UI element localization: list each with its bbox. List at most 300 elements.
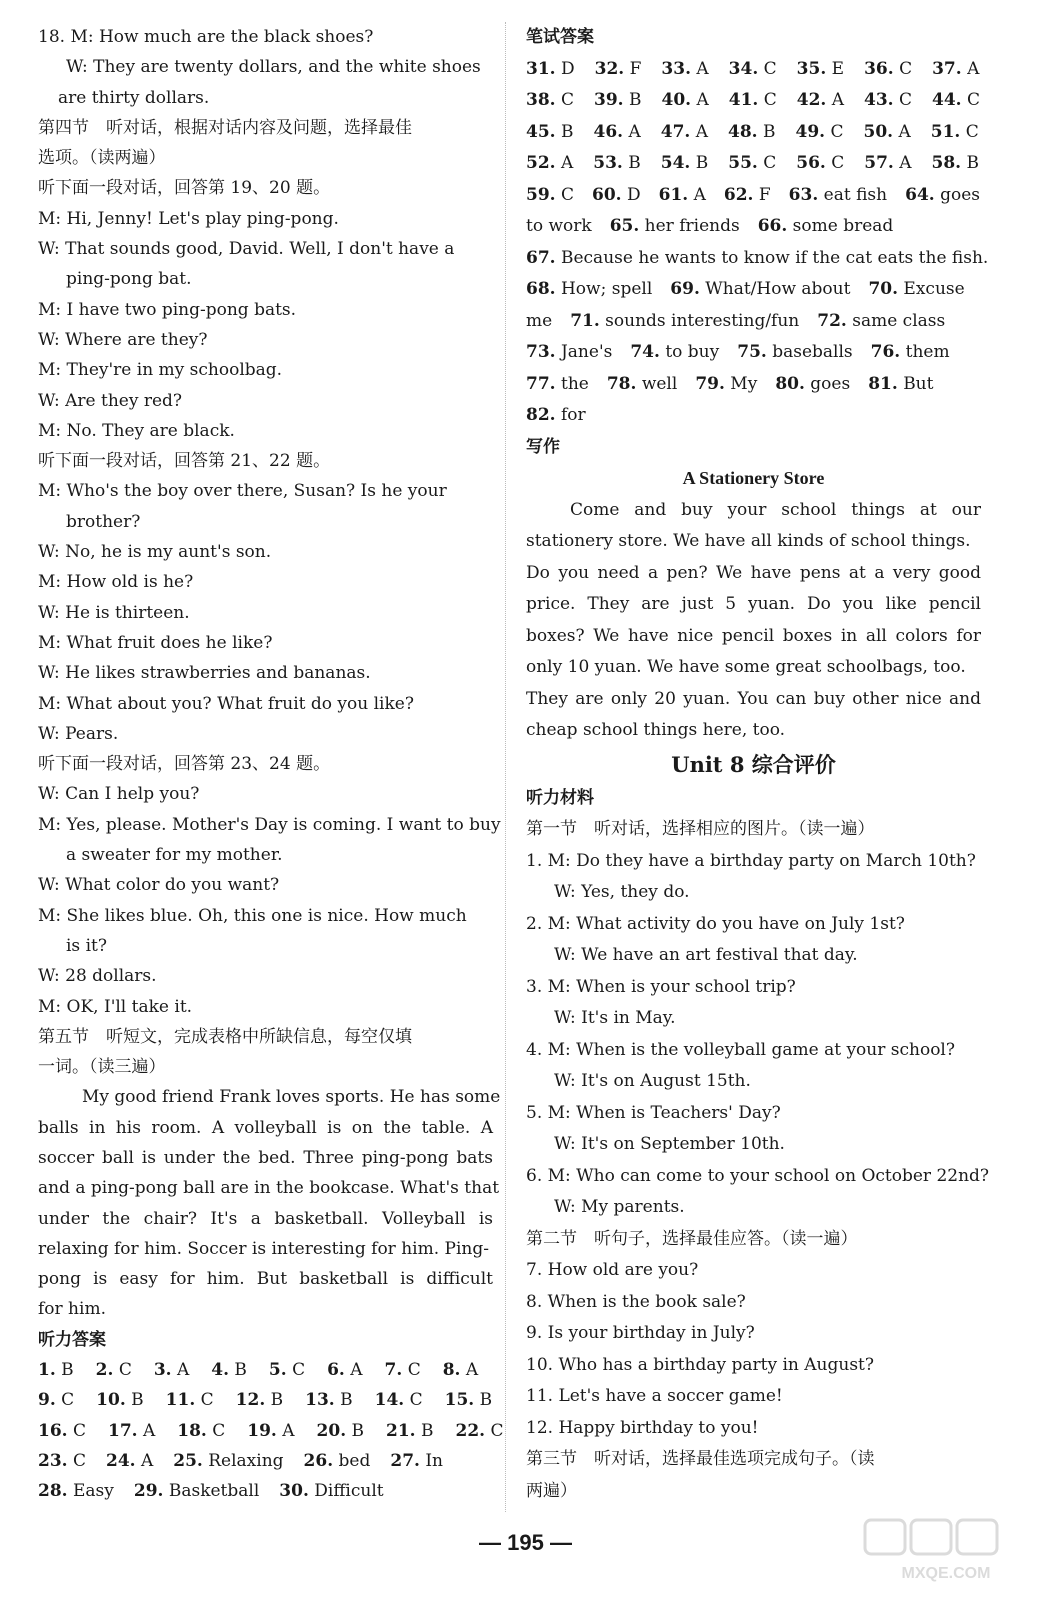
- answer-value: C: [490, 1420, 504, 1441]
- answer-number: 69.: [670, 279, 700, 299]
- answer-value: B: [421, 1420, 434, 1441]
- writing-title: 写作: [526, 436, 560, 457]
- answer-value: Because he wants to know if the cat eats the fish.: [560, 247, 989, 268]
- answer-item: [817, 306, 945, 338]
- answer-row: [38, 1476, 493, 1506]
- answer-value: E: [831, 58, 845, 79]
- text-line: M: What fruit does he like?: [38, 632, 273, 653]
- answer-value: C: [212, 1420, 226, 1441]
- answer-number: 30.: [279, 1481, 309, 1502]
- answer-number: 44.: [932, 90, 962, 110]
- answer-item: [864, 54, 912, 86]
- dialogue-line: 6. M: Who can come to your school on October 22nd?: [526, 1165, 990, 1186]
- answer-value: B: [131, 1390, 144, 1411]
- answer-value: A: [898, 121, 911, 142]
- essay-line: only 10 yuan. We have some great schoolbags, too.: [526, 657, 966, 677]
- section-heading: 第一节 听对话，选择相应的图片。（读一遍）: [526, 819, 875, 839]
- answer-number: 21.: [386, 1420, 416, 1441]
- answer-number: 28.: [38, 1481, 68, 1502]
- answer-row: [38, 1385, 493, 1415]
- answer-value: me: [526, 310, 553, 331]
- answer-item: [385, 1355, 421, 1385]
- answer-item: [728, 148, 776, 180]
- answer-value: B: [695, 153, 709, 173]
- answer-number: 34.: [728, 58, 759, 79]
- dialogue-line: 5. M: When is Teachers' Day?: [526, 1102, 781, 1123]
- answer-item: [594, 85, 641, 117]
- answer-item: [247, 1416, 294, 1446]
- answer-item: [526, 85, 574, 117]
- dialogue-line: W: Yes, they do.: [554, 882, 690, 902]
- answer-item: [775, 369, 850, 401]
- answer-item: [661, 117, 708, 149]
- answer-item: [96, 1355, 132, 1385]
- text-line: W: He likes strawberries and bananas.: [38, 663, 371, 684]
- answer-item: [864, 117, 911, 149]
- answer-value: sounds interesting/fun: [605, 310, 800, 331]
- answer-item: [526, 117, 573, 149]
- answer-number: 80.: [775, 373, 805, 394]
- answer-value: Basketball: [168, 1481, 260, 1502]
- answer-number: 51.: [930, 121, 961, 142]
- answer-value: B: [340, 1390, 353, 1411]
- answer-number: 27.: [390, 1450, 420, 1471]
- answer-item: [304, 1446, 371, 1476]
- answer-number: 26.: [303, 1450, 334, 1471]
- answer-value: A: [560, 153, 574, 173]
- answer-row: [38, 1355, 493, 1385]
- answer-value: D: [626, 184, 641, 205]
- text-line: and a ping-pong ball are in the bookcase. What's that: [38, 1178, 500, 1199]
- text-line: relaxing for him. Soccer is interesting for him. Ping-: [38, 1238, 489, 1259]
- dialogue-line: W: My parents.: [554, 1197, 685, 1217]
- answer-item: [526, 274, 652, 306]
- answer-value: C: [899, 90, 913, 110]
- dialogue-line: W: We have an art festival that day.: [554, 945, 858, 965]
- answer-item: [443, 1355, 478, 1385]
- answer-number: 6.: [327, 1360, 345, 1381]
- answer-row: [38, 1416, 504, 1446]
- unit-title: Unit 8 综合评价: [671, 751, 836, 777]
- answer-number: 14.: [374, 1390, 405, 1411]
- text-line: W: That sounds good, David. Well, I don't have a: [38, 239, 455, 260]
- text-line: 第五节 听短文，完成表格中所缺信息，每空仅填: [38, 1026, 412, 1047]
- answer-item: [177, 1416, 225, 1446]
- answer-number: 36.: [864, 58, 894, 79]
- answer-number: 5.: [268, 1360, 287, 1381]
- answer-number: 57.: [864, 153, 894, 173]
- answer-item: [607, 369, 677, 401]
- answer-value: My: [730, 373, 758, 394]
- answer-number: 68.: [526, 279, 556, 299]
- answer-value: Easy: [72, 1481, 114, 1502]
- page-number: — 195 —: [479, 1530, 572, 1555]
- answer-value: some bread: [792, 216, 894, 236]
- answer-value: B: [628, 153, 641, 173]
- answer-number: 61.: [658, 184, 689, 205]
- answer-number: 22.: [455, 1420, 486, 1441]
- answer-item: [38, 1446, 86, 1476]
- answer-row: [526, 337, 981, 369]
- answer-value: C: [118, 1360, 132, 1381]
- text-line: W: Can I help you?: [38, 784, 200, 805]
- answer-item: [269, 1355, 305, 1385]
- answer-item: [729, 54, 777, 86]
- text-line: W: 28 dollars.: [38, 966, 157, 987]
- answer-number: 17.: [108, 1420, 138, 1441]
- answer-row: [526, 369, 981, 401]
- answer-number: 23.: [38, 1450, 68, 1471]
- answer-item: [526, 180, 574, 212]
- answer-item: [526, 148, 573, 180]
- answer-value: A: [350, 1360, 363, 1381]
- text-line: is it?: [66, 935, 107, 956]
- answer-item: [526, 369, 589, 401]
- answer-value: B: [61, 1360, 74, 1381]
- dialogue-line: 2. M: What activity do you have on July 1st?: [526, 913, 905, 934]
- text-line: brother?: [66, 511, 141, 532]
- answer-value: her friends: [644, 216, 740, 236]
- answer-number: 66.: [757, 216, 788, 236]
- answer-value: C: [407, 1360, 421, 1381]
- answer-number: 63.: [788, 184, 819, 205]
- answer-item: [868, 274, 964, 306]
- dialogue-line: W: It's on August 15th.: [554, 1071, 751, 1091]
- answer-item: [279, 1476, 383, 1506]
- answer-item: [38, 1416, 86, 1446]
- answer-number: 74.: [630, 342, 660, 362]
- watermark-logo: [861, 1516, 1031, 1586]
- answer-value: C: [967, 90, 981, 110]
- answer-item: [670, 274, 850, 306]
- text-line: a sweater for my mother.: [66, 845, 283, 866]
- answer-number: 29.: [133, 1481, 164, 1502]
- answer-number: 75.: [737, 342, 767, 362]
- answer-item: [305, 1385, 352, 1415]
- answer-value: B: [966, 153, 979, 173]
- answer-number: 82.: [526, 405, 556, 425]
- answer-value: C: [763, 153, 777, 173]
- answer-value: C: [830, 121, 844, 142]
- answer-item: [932, 148, 979, 180]
- answer-item: [108, 1416, 155, 1446]
- text-line: M: They're in my schoolbag.: [38, 360, 283, 381]
- answer-item: [96, 1385, 143, 1415]
- text-line: W: What color do you want?: [38, 875, 280, 896]
- answer-number: 16.: [38, 1420, 68, 1441]
- essay-title: A Stationery Store: [682, 468, 825, 488]
- answer-number: 3.: [153, 1360, 172, 1381]
- answer-number: 64.: [905, 184, 935, 205]
- answer-row: [526, 243, 989, 275]
- answer-value: In: [425, 1450, 444, 1471]
- answer-value: the: [560, 373, 589, 394]
- text-line: are thirty dollars.: [58, 87, 210, 108]
- answer-value: B: [628, 90, 642, 110]
- watermark-text: MXQE.COM: [901, 1565, 991, 1582]
- answer-item: [593, 148, 640, 180]
- answer-number: 54.: [660, 153, 691, 173]
- answer-value: C: [965, 121, 979, 142]
- answer-item: [526, 337, 612, 369]
- section-heading: 第二节 听句子，选择最佳应答。（读一遍）: [526, 1228, 858, 1249]
- answer-number: 53.: [593, 153, 623, 173]
- answer-item: [595, 54, 642, 86]
- answer-number: 35.: [796, 58, 827, 79]
- answer-value: C: [763, 90, 777, 110]
- answer-number: 77.: [526, 373, 556, 394]
- answer-row: [526, 400, 981, 432]
- answer-value: A: [628, 121, 641, 142]
- answer-number: 52.: [526, 153, 556, 173]
- answer-number: 24.: [106, 1450, 136, 1471]
- answer-value: A: [282, 1420, 295, 1441]
- answer-value: A: [176, 1360, 190, 1381]
- answer-number: 50.: [863, 121, 894, 142]
- answer-value: C: [200, 1390, 214, 1411]
- answer-value: for: [560, 405, 586, 425]
- answer-number: 38.: [526, 90, 556, 110]
- answer-number: 4.: [211, 1360, 230, 1381]
- answer-item: [106, 1446, 153, 1476]
- answer-item: [659, 180, 706, 212]
- answer-item: [327, 1355, 362, 1385]
- answer-number: 72.: [817, 310, 847, 331]
- answer-number: 49.: [795, 121, 826, 142]
- text-line: 第四节 听对话，根据对话内容及问题，选择最佳: [38, 117, 412, 138]
- answer-number: 8.: [442, 1360, 461, 1381]
- answer-number: 2.: [95, 1360, 114, 1381]
- answer-value: B: [560, 121, 574, 142]
- text-line: 听下面一段对话，回答第 23、24 题。: [38, 754, 331, 775]
- answer-item: [38, 1385, 74, 1415]
- answer-item: [375, 1385, 423, 1415]
- text-line: W: He is thirteen.: [38, 602, 190, 623]
- answer-value: A: [831, 90, 845, 110]
- answer-number: 7.: [384, 1360, 403, 1381]
- answer-value: A: [696, 58, 709, 79]
- text-line: M: No. They are black.: [38, 420, 235, 441]
- answer-number: 41.: [728, 90, 759, 110]
- answer-item: [737, 337, 852, 369]
- text-line: W: They are twenty dollars, and the white shoes: [66, 57, 481, 78]
- essay-line: They are only 20 yuan. You can buy other nice and: [526, 688, 981, 709]
- answer-item: [868, 369, 933, 401]
- answer-value: A: [695, 121, 709, 142]
- answer-number: 46.: [593, 121, 624, 142]
- answer-number: 40.: [661, 90, 692, 110]
- answer-item: [592, 180, 641, 212]
- answer-value: D: [560, 58, 575, 79]
- answer-number: 18.: [177, 1420, 207, 1441]
- section-heading: 第三节 听对话，选择最佳选项完成句子。（读: [526, 1449, 875, 1469]
- answer-item: [695, 369, 757, 401]
- text-line: for him.: [38, 1299, 106, 1320]
- answer-item: [871, 337, 950, 369]
- answer-number: 39.: [594, 90, 624, 110]
- answer-value: A: [140, 1450, 154, 1471]
- answer-value: same class: [852, 310, 946, 331]
- answer-item: [570, 306, 799, 338]
- answer-number: 70.: [868, 279, 899, 299]
- text-line: M: She likes blue. Oh, this one is nice. How much: [38, 905, 467, 926]
- answer-row: [526, 274, 981, 306]
- answer-row: [38, 1446, 493, 1476]
- answer-value: bed: [338, 1450, 371, 1471]
- answer-item: [905, 180, 980, 212]
- answer-number: 32.: [594, 58, 625, 79]
- answer-number: 19.: [247, 1420, 277, 1441]
- text-line: W: Pears.: [38, 723, 119, 744]
- text-line: pong is easy for him. But basketball is difficult: [38, 1269, 493, 1290]
- answer-number: 73.: [526, 342, 556, 362]
- answer-value: C: [409, 1390, 423, 1411]
- answer-value: F: [758, 184, 771, 205]
- answer-row: [526, 148, 981, 180]
- answer-number: 58.: [931, 153, 962, 173]
- answer-number: 76.: [870, 342, 901, 362]
- answer-item: [724, 180, 771, 212]
- answer-item: [797, 85, 844, 117]
- text-line: M: What about you? What fruit do you like?: [38, 693, 414, 714]
- answer-item: [932, 54, 979, 86]
- essay-line: stationery store. We have all kinds of school things.: [526, 531, 971, 551]
- answer-item: [796, 148, 844, 180]
- answer-value: A: [696, 90, 709, 110]
- dialogue-line: 4. M: When is the volleyball game at your school?: [526, 1039, 955, 1060]
- answer-value: How; spell: [560, 279, 653, 299]
- answer-number: 60.: [592, 184, 622, 205]
- answer-number: 33.: [661, 58, 691, 79]
- answer-value: well: [641, 373, 678, 394]
- answer-number: 47.: [660, 121, 691, 142]
- answer-number: 1.: [38, 1360, 56, 1381]
- answer-item: [526, 211, 592, 243]
- answer-item: [154, 1355, 189, 1385]
- answer-number: 12.: [235, 1390, 266, 1411]
- text-line: under the chair? It's a basketball. Volleyball is: [38, 1208, 493, 1229]
- answer-value: C: [560, 184, 574, 205]
- sentence-line: 9. Is your birthday in July?: [526, 1323, 755, 1343]
- answer-item: [173, 1446, 283, 1476]
- answer-item: [796, 117, 844, 149]
- answer-number: 56.: [796, 153, 826, 173]
- text-line: My good friend Frank loves sports. He has some: [82, 1087, 501, 1108]
- text-line: balls in his room. A volleyball is on the table. A: [38, 1117, 493, 1138]
- answer-item: [166, 1385, 214, 1415]
- essay-line: Come and buy your school things at our: [570, 499, 981, 520]
- text-line: 选项。（读两遍）: [38, 148, 166, 169]
- answer-item: [864, 85, 912, 117]
- sentence-line: 10. Who has a birthday party in August?: [526, 1354, 875, 1375]
- answer-value: goes: [810, 373, 851, 394]
- answer-value: F: [629, 58, 642, 79]
- listening-material-title: 听力材料: [526, 787, 594, 808]
- answer-value: A: [693, 184, 706, 205]
- answer-number: 62.: [723, 184, 754, 205]
- answer-number: 48.: [728, 121, 758, 142]
- answer-number: 13.: [305, 1390, 335, 1411]
- answer-value: B: [234, 1360, 247, 1381]
- answer-number: 10.: [96, 1390, 126, 1411]
- answer-number: 71.: [570, 310, 600, 331]
- answer-number: 81.: [868, 373, 898, 394]
- answer-value: Difficult: [314, 1481, 384, 1502]
- answer-value: A: [899, 153, 912, 173]
- answer-value: baseballs: [772, 342, 853, 362]
- answer-number: 55.: [728, 153, 758, 173]
- answer-item: [526, 243, 988, 275]
- text-line: soccer ball is under the bed. Three ping-pong bats: [38, 1147, 493, 1168]
- text-line: 听下面一段对话，回答第 19、20 题。: [38, 178, 331, 199]
- answer-value: C: [831, 153, 845, 173]
- sentence-line: 11. Let's have a soccer game!: [526, 1386, 783, 1406]
- essay-line: boxes? We have nice pencil boxes in all colors for: [526, 625, 981, 646]
- sentence-line: 8. When is the book sale?: [526, 1291, 746, 1312]
- answer-item: [445, 1385, 492, 1415]
- answer-value: Jane's: [560, 342, 613, 362]
- essay-line: Do you need a pen? We have pens at a very good: [526, 562, 981, 583]
- answer-item: [661, 148, 708, 180]
- right-column: [526, 22, 990, 1507]
- text-line: W: Where are they?: [38, 329, 208, 350]
- text-line: ping-pong bat.: [66, 269, 192, 290]
- answer-item: [526, 306, 552, 338]
- answer-item: [386, 1416, 433, 1446]
- answer-item: [38, 1355, 74, 1385]
- answer-value: C: [560, 90, 574, 110]
- text-line: M: OK, I'll take it.: [38, 996, 193, 1017]
- answer-item: [593, 117, 640, 149]
- answer-value: Excuse: [903, 279, 965, 299]
- answer-item: [526, 54, 575, 86]
- answer-value: Relaxing: [208, 1450, 284, 1471]
- text-line: W: Are they red?: [38, 390, 183, 411]
- text-line: M: Hi, Jenny! Let's play ping-pong.: [38, 208, 339, 229]
- answer-item: [931, 117, 979, 149]
- answer-value: eat fish: [823, 184, 888, 205]
- answer-item: [610, 211, 740, 243]
- answer-item: [38, 1476, 114, 1506]
- answer-value: C: [899, 58, 913, 79]
- answer-item: [526, 400, 586, 432]
- answer-number: 37.: [932, 58, 962, 79]
- answer-number: 15.: [444, 1390, 475, 1411]
- answer-value: A: [142, 1420, 156, 1441]
- answer-value: But: [903, 373, 934, 394]
- section-heading: 两遍）: [526, 1480, 577, 1501]
- answer-item: [797, 54, 844, 86]
- answer-number: 31.: [526, 58, 556, 79]
- answer-item: [236, 1385, 283, 1415]
- answer-value: B: [270, 1390, 284, 1411]
- answer-value: to buy: [665, 342, 720, 362]
- sentence-line: 7. How old are you?: [526, 1260, 699, 1280]
- answer-item: [758, 211, 894, 243]
- answer-value: B: [351, 1420, 365, 1441]
- answer-number: 78.: [606, 373, 637, 394]
- text-line: M: How old is he?: [38, 572, 194, 593]
- answer-row: [526, 211, 981, 243]
- answer-number: 65.: [609, 216, 640, 236]
- answer-value: C: [763, 58, 777, 79]
- answer-number: 9.: [38, 1390, 56, 1411]
- answer-value: B: [763, 121, 776, 142]
- text-line: W: No, he is my aunt's son.: [38, 542, 272, 563]
- answer-row: [526, 117, 981, 149]
- answer-item: [661, 54, 708, 86]
- answer-item: [317, 1416, 364, 1446]
